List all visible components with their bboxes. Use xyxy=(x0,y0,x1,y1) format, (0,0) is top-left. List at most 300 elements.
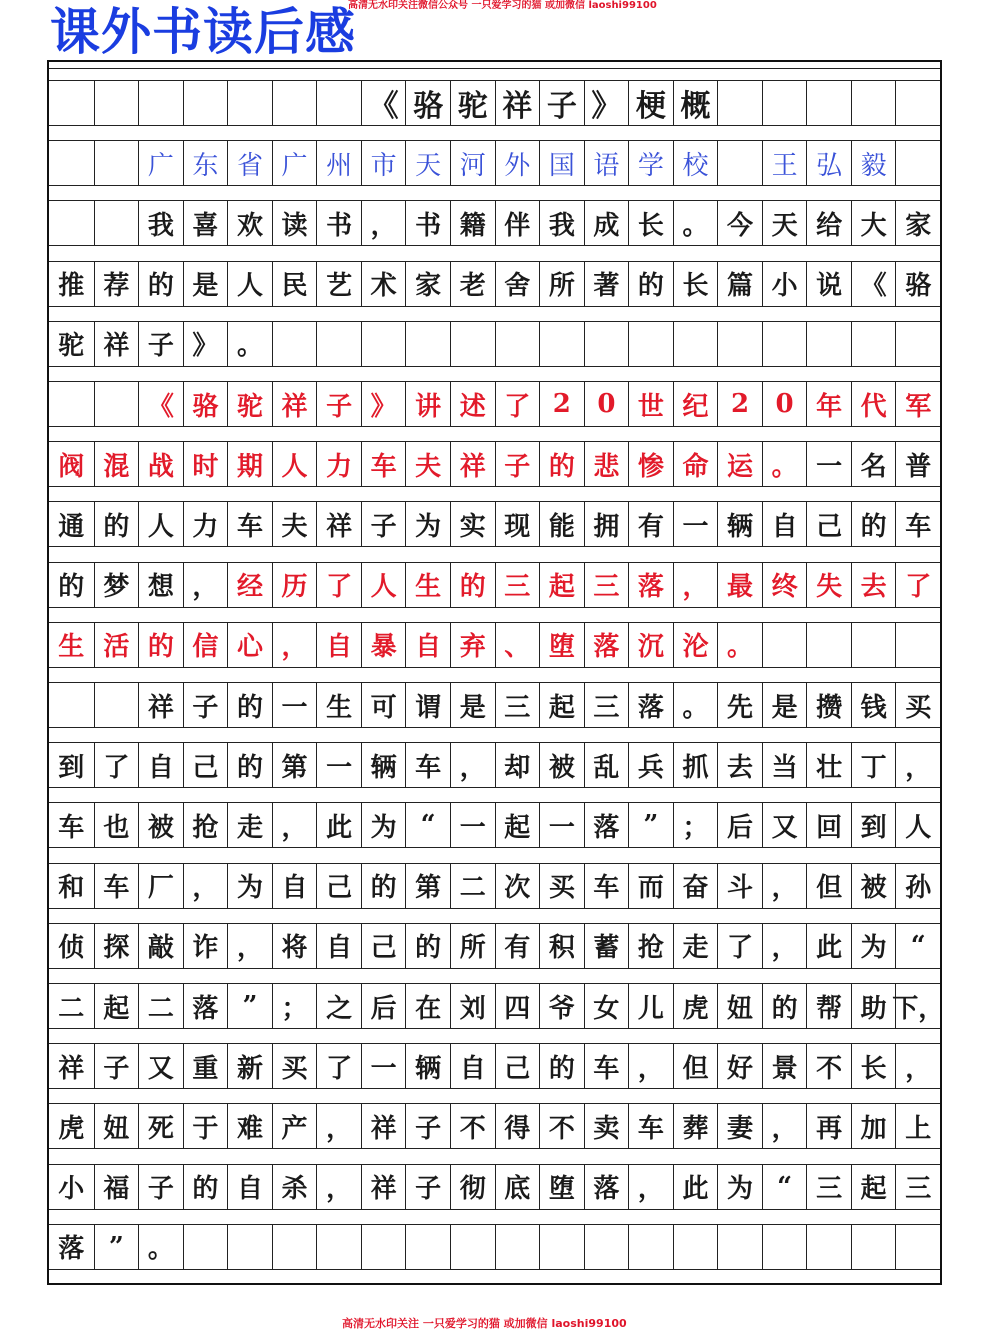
grid-cell: 辆 xyxy=(361,743,406,787)
grid-cell: 当 xyxy=(762,743,807,787)
grid-cell: 实 xyxy=(450,502,495,546)
grid-cell: 去 xyxy=(851,563,896,607)
grid-cell: 起 xyxy=(539,683,584,727)
grid-cell: 买 xyxy=(272,1044,317,1088)
grid-cell: 但 xyxy=(673,1044,718,1088)
grid-cell: 己 xyxy=(183,743,228,787)
grid-cell xyxy=(94,81,139,125)
grid-cell: 。 xyxy=(673,201,718,245)
grid-cell: 0 xyxy=(762,382,807,426)
grid-cell: 为 xyxy=(361,803,406,847)
grid-cell: 子 xyxy=(138,1165,183,1209)
grid-cell: 车 xyxy=(361,442,406,486)
grid-cell: 之 xyxy=(316,984,361,1028)
grid-cell: 概 xyxy=(673,81,718,125)
grid-cell: 己 xyxy=(806,502,851,546)
grid-cell: 一 xyxy=(272,683,317,727)
grid-cell: 悲 xyxy=(584,442,629,486)
grid-cell: 堕 xyxy=(539,1165,584,1209)
grid-cell: 想 xyxy=(138,563,183,607)
grid-cell: ； xyxy=(272,984,317,1028)
grid-cell: 的 xyxy=(851,502,896,546)
grid-cell xyxy=(361,322,406,366)
grid-cell: 子 xyxy=(539,81,584,125)
grid-cell: 斗 xyxy=(717,864,762,908)
grid-cell: 国 xyxy=(539,141,584,185)
grid-cell: 长 xyxy=(673,262,718,306)
grid-cell xyxy=(183,1225,228,1269)
grid-cell: ， xyxy=(762,864,807,908)
grid-cell: 术 xyxy=(361,262,406,306)
grid-cell: 己 xyxy=(361,924,406,968)
grid-cell: 家 xyxy=(405,262,450,306)
grid-cell: 起 xyxy=(851,1165,896,1209)
grid-cell: 人 xyxy=(895,803,940,847)
grid-cell: 蓄 xyxy=(584,924,629,968)
grid-cell: 子 xyxy=(94,1044,139,1088)
bottom-watermark-text: 高清无水印关注 一只爱学习的猫 或加微信 laoshi99100 xyxy=(342,1317,627,1330)
grid-cell: 》 xyxy=(183,322,228,366)
grid-cell: ； xyxy=(673,803,718,847)
grid-cell: 读 xyxy=(272,201,317,245)
grid-cell xyxy=(628,322,673,366)
grid-cell: 诈 xyxy=(183,924,228,968)
grid-cell: 落 xyxy=(584,1165,629,1209)
page-header-title: 课外书读后感 xyxy=(50,3,356,61)
grid-cell: 。 xyxy=(673,683,718,727)
grid-cell: 《 xyxy=(361,81,406,125)
grid-cell: 拥 xyxy=(584,502,629,546)
title-row xyxy=(49,80,940,126)
grid-cell: 于 xyxy=(183,1104,228,1148)
grid-cell: 子 xyxy=(405,1104,450,1148)
grid-cell: 河 xyxy=(450,141,495,185)
grid-cell xyxy=(851,81,896,125)
grid-cell: 虎 xyxy=(58,1113,85,1144)
grid-cell: 通 xyxy=(58,511,85,542)
grid-cell: 积 xyxy=(539,924,584,968)
grid-cell: 子 xyxy=(405,1165,450,1209)
text-row xyxy=(49,923,940,969)
grid-cell: 到 xyxy=(851,803,896,847)
grid-cell xyxy=(895,141,940,185)
grid-cell: 落 xyxy=(183,984,228,1028)
grid-cell xyxy=(49,201,94,245)
grid-cell xyxy=(539,1225,584,1269)
grid-cell: 喜 xyxy=(183,201,228,245)
grid-cell xyxy=(762,322,807,366)
grid-cell: 、 xyxy=(495,623,540,667)
grid-cell xyxy=(628,1225,673,1269)
grid-cell: 起 xyxy=(539,563,584,607)
grid-cell: 车 xyxy=(584,1044,629,1088)
grid-cell: 抢 xyxy=(183,803,228,847)
grid-cell: 祥 xyxy=(361,1165,406,1209)
grid-cell: 时 xyxy=(183,442,228,486)
grid-cell: 学 xyxy=(628,141,673,185)
grid-cell: 是 xyxy=(183,262,228,306)
grid-cell: 今 xyxy=(717,201,762,245)
grid-cell: 舍 xyxy=(495,262,540,306)
grid-cell: 为 xyxy=(717,1165,762,1209)
grid-cell: “ xyxy=(895,924,940,968)
grid-cell xyxy=(895,81,940,125)
grid-cell: 一 xyxy=(361,1044,406,1088)
grid-cell: 祥 xyxy=(316,502,361,546)
grid-cell: 难 xyxy=(227,1104,272,1148)
grid-cell: ， xyxy=(628,1044,673,1088)
grid-cell: 了 xyxy=(495,382,540,426)
grid-cell: 家 xyxy=(895,201,940,245)
grid-cell: 不 xyxy=(450,1104,495,1148)
grid-cell: 骆 xyxy=(895,262,940,306)
grid-cell: 军 xyxy=(895,382,940,426)
grid-cell: 重 xyxy=(183,1044,228,1088)
grid-cell: 篇 xyxy=(717,262,762,306)
grid-cell xyxy=(405,322,450,366)
grid-cell: 抓 xyxy=(673,743,718,787)
grid-cell: 后 xyxy=(361,984,406,1028)
grid-cell: 。 xyxy=(762,442,807,486)
grid-cell: 梗 xyxy=(628,81,673,125)
grid-cell: ， xyxy=(628,1165,673,1209)
grid-cell: 谓 xyxy=(405,683,450,727)
grid-cell xyxy=(717,1225,762,1269)
grid-cell: ， xyxy=(316,1165,361,1209)
grid-cell xyxy=(762,81,807,125)
grid-cell: 二 xyxy=(58,993,85,1024)
author-row xyxy=(49,140,940,186)
grid-cell: 一 xyxy=(316,743,361,787)
grid-cell xyxy=(450,1225,495,1269)
grid-cell: 沦 xyxy=(673,623,718,667)
grid-cell: 起 xyxy=(94,984,139,1028)
grid-cell xyxy=(895,322,940,366)
grid-cell: ， xyxy=(183,864,228,908)
grid-cell: 落 xyxy=(628,683,673,727)
grid-cell: 《 xyxy=(851,262,896,306)
grid-cell xyxy=(316,1225,361,1269)
grid-cell: 人 xyxy=(227,262,272,306)
grid-cell: 厂 xyxy=(138,864,183,908)
grid-cell: 卖 xyxy=(584,1104,629,1148)
grid-cell: 能 xyxy=(539,502,584,546)
grid-cell: 大 xyxy=(851,201,896,245)
grid-cell: 书 xyxy=(316,201,361,245)
grid-cell: 但 xyxy=(806,864,851,908)
grid-cell: 加 xyxy=(851,1104,896,1148)
grid-cell: ， xyxy=(895,1044,940,1088)
grid-cell: 车 xyxy=(895,502,940,546)
grid-cell: ， xyxy=(272,623,317,667)
writing-grid-paper xyxy=(47,60,945,1285)
grid-cell xyxy=(94,683,139,727)
grid-cell: 敲 xyxy=(138,924,183,968)
grid-cell: ， xyxy=(183,563,228,607)
grid-cell: 经 xyxy=(227,563,272,607)
grid-cell: 车 xyxy=(94,864,139,908)
grid-cell: 自 xyxy=(138,743,183,787)
grid-cell: 买 xyxy=(539,864,584,908)
grid-cell: 弃 xyxy=(450,623,495,667)
grid-cell: ” xyxy=(628,803,673,847)
grid-cell: “ xyxy=(762,1165,807,1209)
text-row xyxy=(49,1103,940,1149)
grid-cell: 得 xyxy=(495,1104,540,1148)
grid-cell: 为 xyxy=(227,864,272,908)
grid-cell: 祥 xyxy=(138,683,183,727)
text-row xyxy=(49,321,940,367)
grid-top-rule xyxy=(49,68,940,69)
grid-cell: 混 xyxy=(94,442,139,486)
grid-cell: 祥 xyxy=(58,1053,85,1084)
grid-cell xyxy=(94,141,139,185)
grid-cell: 信 xyxy=(183,623,228,667)
grid-cell: 去 xyxy=(717,743,762,787)
grid-cell: 小 xyxy=(762,262,807,306)
grid-cell: 三 xyxy=(806,1165,851,1209)
grid-cell: 一 xyxy=(450,803,495,847)
grid-cell: 2 xyxy=(717,382,762,426)
grid-cell: 落 xyxy=(584,803,629,847)
grid-cell: 活 xyxy=(94,623,139,667)
grid-cell: 三 xyxy=(495,683,540,727)
grid-cell: 将 xyxy=(272,924,317,968)
grid-cell: 探 xyxy=(94,924,139,968)
grid-cell: 先 xyxy=(717,683,762,727)
grid-cell: 最 xyxy=(717,563,762,607)
grid-cell xyxy=(94,382,139,426)
grid-cell: 好 xyxy=(717,1044,762,1088)
grid-cell: 丁 xyxy=(851,743,896,787)
grid-cell: 有 xyxy=(628,502,673,546)
grid-cell: 子 xyxy=(495,442,540,486)
grid-cell: 终 xyxy=(762,563,807,607)
grid-cell: ， xyxy=(227,924,272,968)
grid-cell: 驼 xyxy=(58,331,85,362)
grid-cell xyxy=(227,81,272,125)
grid-cell: 推 xyxy=(58,271,85,302)
grid-cell: 二 xyxy=(138,984,183,1028)
grid-cell: 普 xyxy=(895,442,940,486)
grid-cell xyxy=(49,141,94,185)
text-row xyxy=(49,501,940,547)
text-row xyxy=(49,441,940,487)
grid-cell: 运 xyxy=(717,442,762,486)
grid-cell: 广 xyxy=(272,141,317,185)
grid-cell: 自 xyxy=(316,924,361,968)
grid-cell: 成 xyxy=(584,201,629,245)
grid-cell xyxy=(94,201,139,245)
grid-cell: 的 xyxy=(227,683,272,727)
grid-cell: 回 xyxy=(806,803,851,847)
grid-cell: 也 xyxy=(94,803,139,847)
grid-cell: 战 xyxy=(138,442,183,486)
grid-cell: 次 xyxy=(495,864,540,908)
grid-cell: 子 xyxy=(183,683,228,727)
grid-cell xyxy=(272,1225,317,1269)
grid-cell: 三 xyxy=(495,563,540,607)
grid-cell xyxy=(806,81,851,125)
grid-cell: 起 xyxy=(495,803,540,847)
grid-cell: 述 xyxy=(450,382,495,426)
text-row xyxy=(49,200,940,246)
grid-cell: 小 xyxy=(58,1174,85,1205)
grid-cell: 此 xyxy=(316,803,361,847)
grid-cell: 的 xyxy=(450,563,495,607)
grid-cell: 荐 xyxy=(94,262,139,306)
grid-cell: 生 xyxy=(58,632,85,663)
grid-cell: 籍 xyxy=(450,201,495,245)
grid-cell: 却 xyxy=(495,743,540,787)
grid-cell: 生 xyxy=(405,563,450,607)
grid-cell: 帮 xyxy=(806,984,851,1028)
grid-cell: 的 xyxy=(539,1044,584,1088)
grid-cell: 二 xyxy=(450,864,495,908)
grid-cell: 杀 xyxy=(272,1165,317,1209)
text-row xyxy=(49,1164,940,1210)
grid-cell: 驼 xyxy=(227,382,272,426)
grid-cell: 人 xyxy=(272,442,317,486)
grid-cell xyxy=(673,1225,718,1269)
grid-cell: ， xyxy=(272,803,317,847)
grid-cell: ， xyxy=(762,924,807,968)
grid-cell: 自 xyxy=(227,1165,272,1209)
grid-cell: 长 xyxy=(628,201,673,245)
grid-cell xyxy=(806,1225,851,1269)
grid-cell: 车 xyxy=(227,502,272,546)
grid-cell: 讲 xyxy=(405,382,450,426)
grid-cell xyxy=(539,322,584,366)
grid-cell: 侦 xyxy=(58,933,85,964)
grid-cell: 的 xyxy=(405,924,450,968)
grid-cell xyxy=(806,623,851,667)
grid-cell xyxy=(405,1225,450,1269)
grid-cell: 和 xyxy=(58,873,85,904)
text-row xyxy=(49,742,940,788)
grid-cell: 己 xyxy=(495,1044,540,1088)
grid-cell: 车 xyxy=(584,864,629,908)
grid-cell: 女 xyxy=(584,984,629,1028)
grid-cell: 三 xyxy=(895,1165,940,1209)
grid-cell: ” xyxy=(94,1225,139,1269)
grid-cell: 给 xyxy=(806,201,851,245)
grid-cell: 了 xyxy=(316,1044,361,1088)
grid-cell: 0 xyxy=(584,382,629,426)
grid-cell: 力 xyxy=(183,502,228,546)
grid-cell: 子 xyxy=(316,382,361,426)
grid-cell: 自 xyxy=(450,1044,495,1088)
grid-cell: 奋 xyxy=(673,864,718,908)
grid-cell: 为 xyxy=(405,502,450,546)
grid-cell: 车 xyxy=(405,743,450,787)
grid-cell: 著 xyxy=(584,262,629,306)
grid-cell: 己 xyxy=(316,864,361,908)
grid-cell: 自 xyxy=(316,623,361,667)
text-row xyxy=(49,1224,940,1270)
grid-cell: 彻 xyxy=(450,1165,495,1209)
grid-cell: 的 xyxy=(94,502,139,546)
grid-cell: 又 xyxy=(138,1044,183,1088)
grid-cell xyxy=(584,1225,629,1269)
grid-cell: 》 xyxy=(361,382,406,426)
grid-cell: 底 xyxy=(495,1165,540,1209)
grid-cell: 新 xyxy=(227,1044,272,1088)
grid-cell: 妻 xyxy=(717,1104,762,1148)
grid-cell: 的 xyxy=(138,623,183,667)
grid-cell: 三 xyxy=(584,563,629,607)
grid-cell: ， xyxy=(673,563,718,607)
grid-cell: 天 xyxy=(762,201,807,245)
grid-cell: 后 xyxy=(717,803,762,847)
grid-cell: 爷 xyxy=(539,984,584,1028)
grid-cell: 语 xyxy=(584,141,629,185)
grid-cell: 心 xyxy=(227,623,272,667)
text-row xyxy=(49,381,940,427)
grid-cell: 落 xyxy=(628,563,673,607)
grid-cell: 外 xyxy=(495,141,540,185)
grid-cell xyxy=(851,623,896,667)
grid-cell xyxy=(138,81,183,125)
grid-cell: 车 xyxy=(628,1104,673,1148)
grid-cell: 所 xyxy=(450,924,495,968)
grid-cell xyxy=(717,141,762,185)
grid-cell: “ xyxy=(405,803,450,847)
grid-cell: 而 xyxy=(628,864,673,908)
grid-cell: 第 xyxy=(272,743,317,787)
grid-cell: 自 xyxy=(272,864,317,908)
grid-cell: 2 xyxy=(539,382,584,426)
grid-cell: 死 xyxy=(138,1104,183,1148)
grid-cell xyxy=(450,322,495,366)
grid-cell xyxy=(895,1225,940,1269)
grid-cell: 儿 xyxy=(628,984,673,1028)
grid-cell xyxy=(316,322,361,366)
grid-cell: 我 xyxy=(539,201,584,245)
grid-cell: 力 xyxy=(316,442,361,486)
grid-cell: 买 xyxy=(895,683,940,727)
grid-cell xyxy=(183,81,228,125)
grid-cell xyxy=(361,1225,406,1269)
grid-cell: 老 xyxy=(450,262,495,306)
grid-cell: 自 xyxy=(762,502,807,546)
grid-cell: ， xyxy=(762,1104,807,1148)
grid-cell: 抢 xyxy=(628,924,673,968)
grid-cell: 了 xyxy=(316,563,361,607)
grid-cell: 刘 xyxy=(450,984,495,1028)
text-row xyxy=(49,622,940,668)
grid-cell xyxy=(495,322,540,366)
grid-cell: 景 xyxy=(762,1044,807,1088)
text-row xyxy=(49,983,945,1029)
grid-cell: 。 xyxy=(227,322,272,366)
grid-cell: 现 xyxy=(495,502,540,546)
grid-cell: 骆 xyxy=(183,382,228,426)
grid-cell: ， xyxy=(450,743,495,787)
grid-cell: 助 xyxy=(851,984,896,1028)
grid-cell: 人 xyxy=(138,502,183,546)
grid-cell: 祥 xyxy=(94,322,139,366)
grid-cell: 阀 xyxy=(58,451,85,482)
grid-cell: 名 xyxy=(851,442,896,486)
grid-cell: ， xyxy=(361,201,406,245)
grid-cell: 是 xyxy=(762,683,807,727)
grid-cell: 子 xyxy=(138,322,183,366)
grid-cell: 世 xyxy=(628,382,673,426)
grid-cell: 命 xyxy=(673,442,718,486)
grid-cell: 壮 xyxy=(806,743,851,787)
grid-cell: 说 xyxy=(806,262,851,306)
